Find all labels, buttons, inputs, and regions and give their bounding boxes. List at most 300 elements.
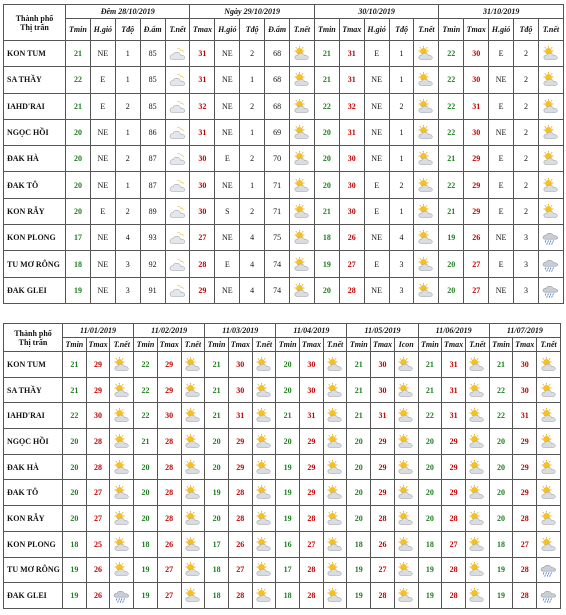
city-name: KON TUM (4, 41, 66, 67)
weather-cell (290, 277, 315, 303)
weather-cell (465, 377, 489, 403)
tmax-value: 26 (339, 225, 364, 251)
city-name: KON TUM (4, 352, 63, 378)
wind-force: 3 (389, 277, 414, 303)
weather-cell (252, 403, 276, 429)
wind-force: 3 (115, 277, 140, 303)
tmax-value: 31 (190, 67, 215, 93)
weather-cell (323, 454, 347, 480)
wind-force: 1 (240, 67, 265, 93)
sun-cloud-icon (325, 587, 345, 604)
tmin-value: 17 (205, 531, 229, 557)
sun-cloud-icon (183, 433, 203, 450)
tmax-value: 30 (339, 172, 364, 198)
tmin-value: 18 (314, 225, 339, 251)
sun-cloud-icon (254, 382, 274, 399)
table-row (4, 172, 564, 198)
weather-cell (323, 506, 347, 532)
weather-cell (110, 506, 134, 532)
wind-direction: NE (215, 67, 240, 93)
sun-cloud-icon (467, 382, 487, 399)
rain-icon (112, 587, 132, 604)
tmin-value: 21 (314, 41, 339, 67)
sun-cloud-icon (325, 561, 345, 578)
sun-cloud-icon (467, 587, 487, 604)
cloud-icon (168, 229, 188, 246)
sun-cloud-icon (112, 510, 132, 527)
tmax-value: 29 (190, 277, 215, 303)
forecast-table-2 (3, 323, 561, 609)
column-header: H.gió (489, 19, 514, 41)
day-header: Ngày 29/10/2019 (190, 5, 314, 19)
weather-cell (181, 377, 205, 403)
weather-cell (252, 429, 276, 455)
tmin-value: 20 (134, 506, 158, 532)
weather-cell (181, 583, 205, 609)
sun-cloud-icon (183, 382, 203, 399)
sun-cloud-icon (254, 356, 274, 373)
tmax-value: 29 (300, 454, 324, 480)
tmax-value: 26 (157, 531, 181, 557)
column-header: Tmax (513, 338, 537, 352)
weather-cell (252, 377, 276, 403)
weather-cell (110, 403, 134, 429)
weather-cell (465, 531, 489, 557)
column-header: T.nết (252, 338, 276, 352)
weather-cell (394, 403, 418, 429)
column-header: Tmin (489, 338, 513, 352)
sun-cloud-icon (292, 203, 312, 220)
tmin-value: 21 (314, 67, 339, 93)
tmax-value: 31 (190, 119, 215, 145)
column-header: Tmax (228, 338, 252, 352)
column-header: Tmax (300, 338, 324, 352)
tmax-value: 28 (228, 583, 252, 609)
wind-direction: E (489, 146, 514, 172)
sun-cloud-icon (539, 484, 559, 501)
column-header: Tmax (86, 338, 110, 352)
weather-cell (110, 557, 134, 583)
sun-cloud-icon (325, 510, 345, 527)
weather-cell (290, 119, 315, 145)
wind-force: 4 (240, 251, 265, 277)
tmax-value: 30 (157, 403, 181, 429)
weather-cell (538, 67, 563, 93)
sun-cloud-icon (416, 71, 436, 88)
wind-force: 2 (514, 172, 539, 198)
column-header: Tmin (439, 19, 464, 41)
tmin-value: 19 (314, 251, 339, 277)
tmin-value: 21 (347, 377, 371, 403)
tmax-value: 27 (86, 506, 110, 532)
weather-cell (537, 454, 561, 480)
tmin-value: 20 (314, 277, 339, 303)
tmin-value: 18 (347, 531, 371, 557)
table-row (4, 251, 564, 277)
column-header: T.nết (323, 338, 347, 352)
column-header: T.nết (414, 19, 439, 41)
weather-cell (110, 377, 134, 403)
humidity: 86 (140, 119, 165, 145)
wind-direction: S (215, 198, 240, 224)
rain-icon (541, 229, 561, 246)
sun-cloud-icon (539, 459, 559, 476)
wind-force: 1 (389, 119, 414, 145)
wind-force: 2 (115, 146, 140, 172)
table-row (4, 67, 564, 93)
column-header: Tmin (63, 338, 87, 352)
wind-direction: NE (364, 277, 389, 303)
tmin-value: 18 (489, 531, 513, 557)
sun-cloud-icon (254, 510, 274, 527)
sun-cloud-icon (254, 484, 274, 501)
tmax-value: 30 (513, 352, 537, 378)
humidity: 74 (265, 277, 290, 303)
weather-cell (110, 429, 134, 455)
tmax-value: 27 (464, 251, 489, 277)
sun-cloud-icon (292, 45, 312, 62)
tmin-value: 19 (205, 480, 229, 506)
weather-cell (110, 480, 134, 506)
wind-direction: NE (215, 225, 240, 251)
sun-cloud-icon (541, 150, 561, 167)
city-name: ĐAK TÔ (4, 480, 63, 506)
wind-direction: NE (364, 67, 389, 93)
wind-force: 3 (514, 277, 539, 303)
weather-cell (252, 352, 276, 378)
tmin-value: 20 (66, 172, 91, 198)
city-header-line: Thành phố (14, 328, 52, 338)
weather-cell (181, 531, 205, 557)
sun-cloud-icon (396, 356, 416, 373)
weather-cell (414, 277, 439, 303)
city-name: KON PLONG (4, 531, 63, 557)
sun-cloud-icon (396, 433, 416, 450)
humidity: 68 (265, 67, 290, 93)
column-header: Tđộ (240, 19, 265, 41)
wind-force: 2 (514, 146, 539, 172)
tmin-value: 19 (66, 277, 91, 303)
city-name: NGỌC HỒI (4, 119, 66, 145)
sun-cloud-icon (292, 229, 312, 246)
tmin-value: 20 (418, 506, 442, 532)
sun-cloud-icon (325, 484, 345, 501)
day-header: 11/01/2019 (63, 324, 134, 338)
weather-cell (252, 557, 276, 583)
column-header: H.gió (90, 19, 115, 41)
tmax-value: 29 (464, 172, 489, 198)
wind-direction: E (489, 198, 514, 224)
wind-direction: NE (489, 119, 514, 145)
weather-cell (290, 41, 315, 67)
day-header: 30/10/2019 (314, 5, 438, 19)
wind-force: 2 (514, 119, 539, 145)
weather-cell (537, 403, 561, 429)
weather-cell (414, 67, 439, 93)
sun-cloud-icon (416, 45, 436, 62)
tmin-value: 20 (347, 506, 371, 532)
tmin-value: 20 (347, 454, 371, 480)
cloud-icon (168, 71, 188, 88)
cloud-icon (168, 256, 188, 273)
city-name: ĐAK HÀ (4, 146, 66, 172)
tmin-value: 19 (347, 583, 371, 609)
weather-cell (290, 198, 315, 224)
wind-force: 4 (240, 225, 265, 251)
tmin-value: 20 (439, 251, 464, 277)
table-row (4, 277, 564, 303)
city-column-header (4, 324, 63, 352)
column-header: T.nết (538, 19, 563, 41)
tmax-value: 26 (86, 557, 110, 583)
wind-direction: E (364, 251, 389, 277)
column-header: Tmin (134, 338, 158, 352)
table-row (4, 225, 564, 251)
tmax-value: 29 (371, 429, 395, 455)
weather-cell (394, 531, 418, 557)
sun-cloud-icon (541, 45, 561, 62)
weather-cell (538, 146, 563, 172)
table-row (4, 531, 561, 557)
sun-cloud-icon (539, 536, 559, 553)
tmin-value: 20 (205, 506, 229, 532)
weather-cell (394, 454, 418, 480)
tmin-value: 21 (205, 377, 229, 403)
sun-cloud-icon (183, 356, 203, 373)
column-header: T.nết (110, 338, 134, 352)
sun-cloud-icon (539, 356, 559, 373)
column-header: Tmax (157, 338, 181, 352)
weather-cell (290, 146, 315, 172)
sun-cloud-icon (292, 98, 312, 115)
wind-force: 1 (115, 67, 140, 93)
tmin-value: 20 (418, 454, 442, 480)
tmin-value: 21 (276, 403, 300, 429)
sun-cloud-icon (467, 510, 487, 527)
tmin-value: 22 (134, 377, 158, 403)
weather-cell (290, 225, 315, 251)
weather-cell (538, 93, 563, 119)
weather-cell (538, 41, 563, 67)
column-header: Tmax (190, 19, 215, 41)
weather-cell (414, 41, 439, 67)
table-row (4, 403, 561, 429)
weather-cell (414, 93, 439, 119)
tmax-value: 28 (513, 557, 537, 583)
weather-cell (323, 429, 347, 455)
weather-cell (165, 41, 190, 67)
humidity: 75 (265, 225, 290, 251)
wind-direction: E (90, 67, 115, 93)
sun-cloud-icon (254, 433, 274, 450)
tmin-value: 19 (134, 557, 158, 583)
weather-cell (165, 198, 190, 224)
sun-cloud-icon (325, 536, 345, 553)
wind-direction: E (364, 198, 389, 224)
tmax-value: 31 (442, 377, 466, 403)
table-row (4, 506, 561, 532)
table-row (4, 41, 564, 67)
column-header: Tmin (347, 338, 371, 352)
tmin-value: 20 (63, 429, 87, 455)
tmin-value: 21 (66, 41, 91, 67)
table-row (4, 377, 561, 403)
forecast-table-1 (3, 4, 564, 304)
tmax-value: 27 (464, 277, 489, 303)
tmin-value: 22 (439, 41, 464, 67)
tmin-value: 22 (314, 93, 339, 119)
tmin-value: 20 (418, 480, 442, 506)
city-name: SA THẦY (4, 67, 66, 93)
wind-force: 2 (514, 93, 539, 119)
tmin-value: 18 (276, 583, 300, 609)
tmax-value: 29 (513, 429, 537, 455)
weather-cell (181, 403, 205, 429)
tmax-value: 27 (157, 557, 181, 583)
tmin-value: 21 (418, 352, 442, 378)
weather-cell (538, 225, 563, 251)
weather-cell (537, 429, 561, 455)
weather-cell (252, 531, 276, 557)
humidity: 85 (140, 67, 165, 93)
city-name: ĐAK HÀ (4, 454, 63, 480)
tmax-value: 28 (157, 480, 181, 506)
weather-cell (290, 93, 315, 119)
wind-direction: E (215, 251, 240, 277)
wind-direction: NE (364, 93, 389, 119)
weather-cell (538, 277, 563, 303)
wind-force: 2 (115, 198, 140, 224)
wind-force: 3 (514, 225, 539, 251)
wind-force: 2 (240, 146, 265, 172)
tmin-value: 20 (314, 146, 339, 172)
wind-force: 2 (115, 93, 140, 119)
weather-cell (252, 506, 276, 532)
sun-cloud-icon (183, 459, 203, 476)
sun-cloud-icon (416, 98, 436, 115)
wind-force: 2 (514, 67, 539, 93)
wind-direction: NE (90, 146, 115, 172)
column-header: Đ.ẩm (140, 19, 165, 41)
tmax-value: 28 (300, 583, 324, 609)
wind-direction: NE (364, 146, 389, 172)
day-header: 11/02/2019 (134, 324, 205, 338)
column-header: T.nết (290, 19, 315, 41)
tmin-value: 19 (276, 454, 300, 480)
sun-cloud-icon (416, 282, 436, 299)
humidity: 70 (265, 146, 290, 172)
column-header: T.nết (537, 338, 561, 352)
tmin-value: 22 (134, 403, 158, 429)
tmin-value: 19 (439, 225, 464, 251)
tmin-value: 20 (439, 277, 464, 303)
weather-cell (537, 557, 561, 583)
tmin-value: 20 (418, 429, 442, 455)
tmax-value: 27 (228, 557, 252, 583)
wind-force: 4 (115, 225, 140, 251)
tmax-value: 27 (371, 557, 395, 583)
wind-force: 2 (514, 198, 539, 224)
sun-cloud-icon (112, 561, 132, 578)
cloud-icon (168, 98, 188, 115)
weather-cell (394, 377, 418, 403)
tmax-value: 30 (86, 403, 110, 429)
tmin-value: 22 (418, 403, 442, 429)
sun-cloud-icon (112, 484, 132, 501)
tmax-value: 30 (464, 67, 489, 93)
tmax-value: 25 (86, 531, 110, 557)
wind-force: 1 (389, 41, 414, 67)
sun-cloud-icon (325, 382, 345, 399)
sun-cloud-icon (539, 433, 559, 450)
wind-direction: NE (90, 172, 115, 198)
tmax-value: 28 (300, 557, 324, 583)
sun-cloud-icon (254, 459, 274, 476)
humidity: 92 (140, 251, 165, 277)
weather-cell (538, 172, 563, 198)
wind-force: 2 (240, 41, 265, 67)
sun-cloud-icon (541, 71, 561, 88)
weather-cell (181, 429, 205, 455)
tmax-value: 28 (371, 583, 395, 609)
weather-cell (323, 557, 347, 583)
day-header: 11/06/2019 (418, 324, 489, 338)
weather-cell (181, 506, 205, 532)
cloud-icon (168, 282, 188, 299)
sun-cloud-icon (112, 382, 132, 399)
city-name: TU MƠ RÔNG (4, 251, 66, 277)
weather-cell (414, 146, 439, 172)
tmax-value: 31 (513, 403, 537, 429)
tmax-value: 29 (157, 377, 181, 403)
sun-cloud-icon (416, 124, 436, 141)
table-row (4, 454, 561, 480)
sun-cloud-icon (292, 177, 312, 194)
day-header: 11/07/2019 (489, 324, 560, 338)
tmin-value: 20 (63, 506, 87, 532)
tmin-value: 18 (134, 531, 158, 557)
tmin-value: 20 (134, 454, 158, 480)
column-header: Tmin (418, 338, 442, 352)
wind-force: 1 (240, 119, 265, 145)
wind-direction: E (489, 251, 514, 277)
weather-cell (110, 531, 134, 557)
wind-direction: NE (364, 119, 389, 145)
table-row (4, 352, 561, 378)
weather-cell (323, 403, 347, 429)
tmin-value: 20 (276, 429, 300, 455)
humidity: 85 (140, 93, 165, 119)
tmax-value: 30 (190, 146, 215, 172)
tmax-value: 28 (442, 557, 466, 583)
tmax-value: 29 (464, 146, 489, 172)
sun-cloud-icon (292, 150, 312, 167)
city-name: ĐAK GLEI (4, 583, 63, 609)
tmax-value: 30 (464, 41, 489, 67)
wind-direction: NE (90, 225, 115, 251)
sun-cloud-icon (325, 356, 345, 373)
tmax-value: 29 (513, 454, 537, 480)
tmin-value: 22 (439, 67, 464, 93)
tmin-value: 18 (205, 583, 229, 609)
tmin-value: 20 (66, 198, 91, 224)
sun-cloud-icon (467, 561, 487, 578)
sun-cloud-icon (396, 459, 416, 476)
wind-force: 2 (240, 93, 265, 119)
weather-cell (394, 429, 418, 455)
weather-cell (537, 480, 561, 506)
weather-cell (165, 277, 190, 303)
